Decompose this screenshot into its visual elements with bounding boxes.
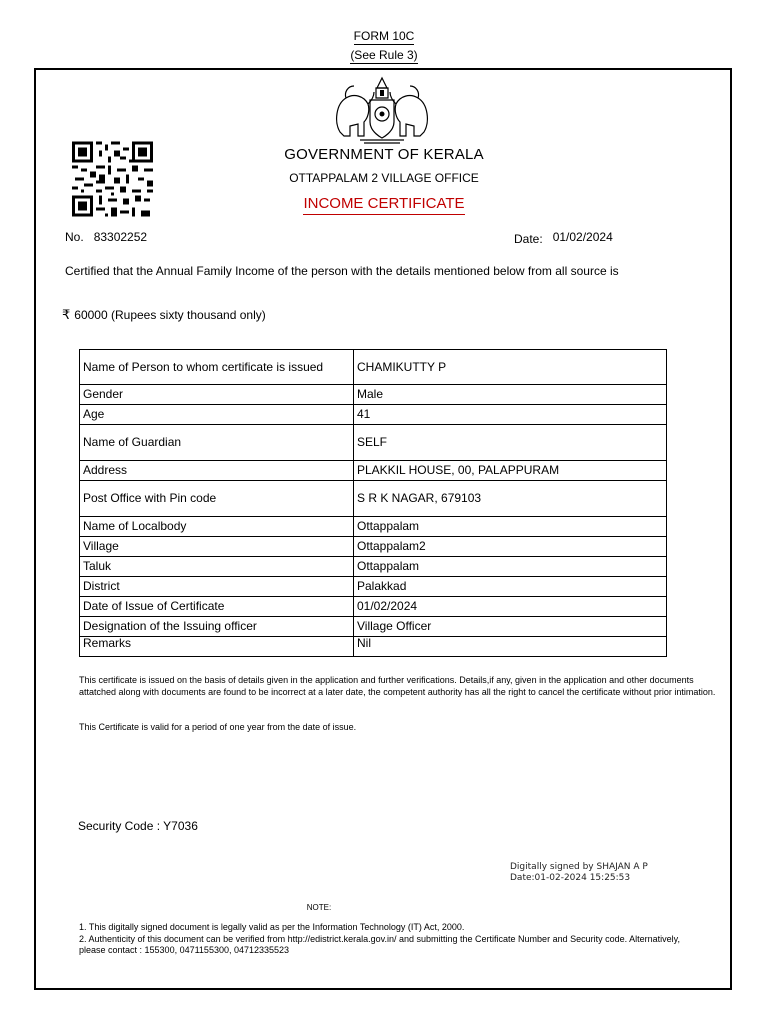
security-code-label: Security Code : — [78, 819, 161, 833]
note-line-1: 1. This digitally signed document is legally valid as per the Information Technology (IT) Act, 2000. — [79, 922, 465, 932]
detail-label: Village — [80, 537, 354, 557]
rule-reference: (See Rule 3) — [350, 48, 418, 62]
detail-value: 01/02/2024 — [354, 597, 667, 617]
certified-statement: Certified that the Annual Family Income of the person with the details mentioned below from all source is — [65, 264, 619, 278]
detail-label: Name of Guardian — [80, 425, 354, 461]
detail-value: Village Officer — [354, 617, 667, 637]
validity-note: This Certificate is valid for a period of one year from the date of issue. — [79, 722, 357, 732]
table-row — [80, 405, 667, 425]
detail-label: Address — [80, 461, 354, 481]
table-row — [80, 350, 667, 385]
detail-value: S R K NAGAR, 679103 — [354, 481, 667, 517]
kerala-emblem-icon — [330, 74, 434, 146]
detail-label: Name of Localbody — [80, 517, 354, 537]
signed-by: Digitally signed by SHAJAN A P — [510, 862, 648, 872]
detail-label: Remarks — [80, 637, 354, 657]
detail-value: CHAMIKUTTY P — [354, 350, 667, 385]
detail-label: Name of Person to whom certificate is issued — [80, 350, 354, 385]
detail-value: Palakkad — [354, 577, 667, 597]
basis-disclaimer: This certificate is issued on the basis of details given in the application and further verifications. Details,if any, given in the application and other documents attatched along with documents are found to be incorrect at a later date, the competent authority has all the right to cancel the certificate without prior intimation. — [79, 675, 716, 697]
table-row — [80, 537, 667, 557]
security-code-value: Y7036 — [163, 819, 198, 833]
detail-value: PLAKKIL HOUSE, 00, PALAPPURAM — [354, 461, 667, 481]
detail-label: Date of Issue of Certificate — [80, 597, 354, 617]
security-code — [78, 819, 198, 833]
certificate-date — [514, 230, 613, 244]
date-label: Date: — [514, 232, 543, 246]
income-amount — [62, 307, 266, 323]
detail-value: Nil — [354, 637, 667, 657]
detail-label: Gender — [80, 385, 354, 405]
table-row — [80, 517, 667, 537]
detail-value: Ottappalam2 — [354, 537, 667, 557]
detail-value: Male — [354, 385, 667, 405]
table-row — [80, 385, 667, 405]
certificate-number-label: No. — [65, 230, 84, 244]
date-value: 01/02/2024 — [552, 230, 613, 244]
income-amount-text: 60000 (Rupees sixty thousand only) — [74, 308, 266, 322]
table-row — [80, 481, 667, 517]
detail-label: Taluk — [80, 557, 354, 577]
certificate-number-value: 83302252 — [93, 230, 148, 244]
table-row — [80, 557, 667, 577]
detail-label: District — [80, 577, 354, 597]
rupee-icon: ₹ — [62, 307, 71, 322]
note-heading: NOTE: — [306, 903, 332, 912]
government-name: GOVERNMENT OF KERALA — [284, 146, 484, 163]
detail-label: Age — [80, 405, 354, 425]
detail-label: Designation of the Issuing officer — [80, 617, 354, 637]
office-name: OTTAPPALAM 2 VILLAGE OFFICE — [289, 171, 479, 185]
table-row — [80, 617, 667, 637]
signed-date: Date:01-02-2024 15:25:53 — [510, 873, 631, 883]
digital-signature — [510, 862, 648, 884]
detail-value: 41 — [354, 405, 667, 425]
certificate-title: INCOME CERTIFICATE — [0, 195, 768, 212]
table-row — [80, 577, 667, 597]
detail-value: SELF — [354, 425, 667, 461]
detail-value: Ottappalam — [354, 557, 667, 577]
notes — [79, 922, 699, 957]
note-line-2: 2. Authenticity of this document can be verified from http://edistrict.kerala.gov.in/ and submitting the Certificate Number and Security code. Alternatively, please contact : 155300, 0471155300, 04712335523 — [79, 933, 680, 955]
table-row — [80, 597, 667, 617]
table-row — [80, 637, 667, 657]
detail-value: Ottappalam — [354, 517, 667, 537]
form-number: FORM 10C — [353, 29, 415, 43]
details-table — [79, 349, 667, 657]
certificate-number — [65, 230, 147, 244]
detail-label: Post Office with Pin code — [80, 481, 354, 517]
table-row — [80, 425, 667, 461]
table-row — [80, 461, 667, 481]
